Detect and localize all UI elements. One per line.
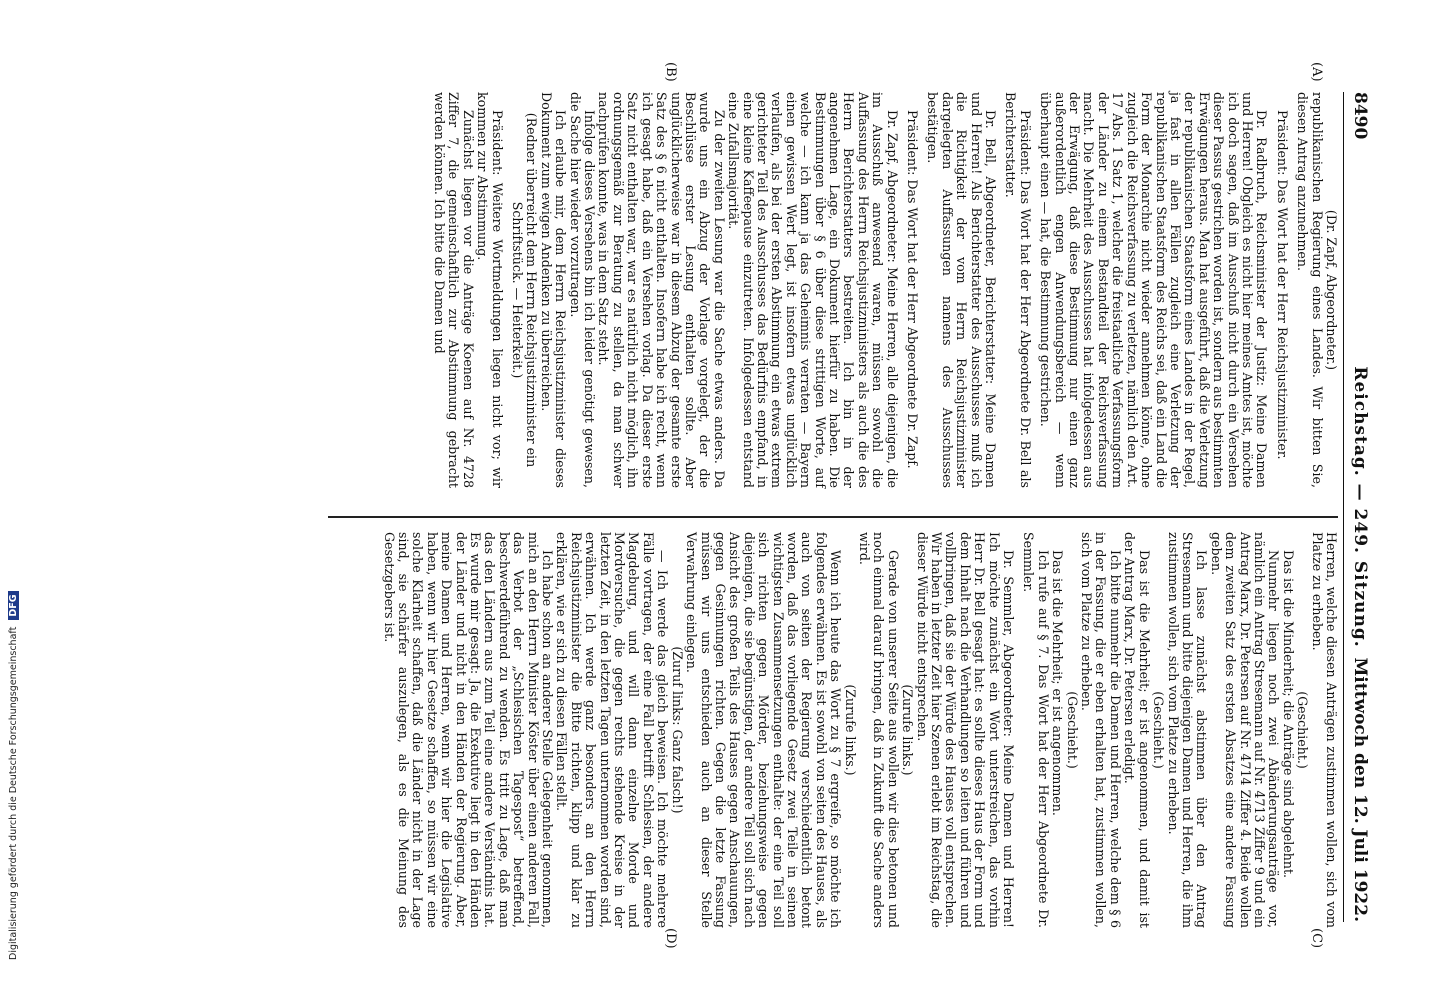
speaker-running-head: (Dr. Zapf, Abgeordneter.) [1324, 209, 1339, 371]
page-header [1343, 92, 1372, 922]
paragraph: Infolge dieses Versehens bin ich leider genötigt gewesen, die Sache hier wieder vorzutragen. [567, 92, 598, 488]
paragraph: Präsident: Das Wort hat der Herr Abgeordnete Dr. Bell als Berichterstatter. [1003, 92, 1033, 488]
paragraph: — Ich werde das gleich beweisen. Ich möchte mehrere Fälle vortragen, der eine Fall betrifft Schlesien, der andere Magdeburg, und will dann einzelne Morde und Mordversuche, die gegen rechts stehende Kreise in der letzten Zeit, in den letzten Tagen unternommen worden sind, erwähnen. Ich werde ganz besonders an den Herrn Reichsjustizminister die Bitte richten, klipp und klar zu erklären, wie er sich zu diesen Fällen stellt. [554, 532, 671, 928]
paragraph: Zunächst liegen vor die Anträge Koenen auf Nr. 4728 Ziffer 7, die gemeinschaftlich zur Abstimmung gebracht werden können. Ich bitte die Damen und [432, 92, 476, 488]
session-date: Mittwoch den 12. Juli 1922. [1350, 657, 1370, 922]
paragraph: Wenn ich heute das Wort zu § 7 ergreife, so möchte ich folgendes erwähnen. Es ist sowohl von seiten des Hauses, als auch von seiten der Regierung verschiedentlich betont worden, daß das vorliegende Gesetz zwei Teile in seinen wichtigsten Zusammensetzungen enthalte: der eine Teil soll sich richten gegen Mörder, beziehungsweise gegen diejenigen, die sie begünstigen, der andere Teil soll sich nach Ansicht des großen Teils des Hauses gegen Anschauungen, gegen Gesinnungen richten. Gegen die letzte Fassung müssen wir uns entschieden auch an dieser Stelle Verwahrung einlegen. [684, 532, 844, 928]
digitization-credit [8, 591, 19, 960]
stage-direction: (Zurufe links.) [900, 684, 916, 776]
paragraph: Dr. Radbruch, Reichsminister der Justiz: Meine Damen und Herren! Obgleich es nicht hier meines Amtes ist, möchte ich doch sagen, daß im Ausschuß nicht durch ein Versehen dieser Passus gestrichen worden ist, sondern aus bestimmten Erwägungen heraus. Man hat ausgeführt, daß die Verletzung der republikanischen Staatsform eines Landes in der Regel, ja fast in allen Fällen zugleich eine Verletzung der republikanischen Staatsform des Reichs sei, daß ein Land die Form der Monarchie nicht wieder annehmen könne, ohne zugleich die Reichsverfassung zu verletzen, nämlich den Art. 17 Abs. 1 Satz 1, welcher die freistaatliche Verfassungsform der Länder zu einem Bestandteil der Reichsverfassung macht. Die Mehrheit des Ausschusses hat infolgedessen aus der Erwägung, daß diese Bestimmung nur einen ganz außerordentlich engen Anwendungsbereich — wenn überhaupt einen — hat, die Bestimmung gestrichen. [1038, 92, 1270, 488]
margin-mark-a: (A) [1309, 62, 1324, 82]
stage-direction: (Zuruf links: Ganz falsch!) [669, 646, 685, 814]
paragraph: Präsident: Das Wort hat der Herr Reichsjustizminister. [1274, 110, 1290, 460]
margin-mark-c: (C) [1309, 928, 1324, 949]
column-divider [328, 516, 1338, 518]
margin-mark-b: (B) [663, 62, 678, 82]
paragraph: Dr. Semmler, Abgeordneter: Meine Damen und Herren! Ich möchte zunächst ein Wort unterstreichen, das vorhin Herr Dr. Bell gesagt hat: es sollte dieses Haus der Form und dem Inhalt nach die Verhandlungen so leiten und führen und vollbringen, daß sie der Würde des Hauses voll entsprechen. Wir haben in letzter Zeit hier Szenen erlebt im Reichstag, die dieser Würde nicht entsprechen. [914, 532, 1017, 928]
stage-direction: (Geschieht.) [1295, 691, 1311, 769]
credit-text: Digitalisierung gefördert durch die Deutsche Forschungsgemeinschaft [8, 626, 19, 960]
paragraph: Präsident: Weitere Wortmeldungen liegen nicht vor; wir kommen zur Abstimmung. [475, 92, 505, 488]
stage-direction: (Geschieht.) [1064, 691, 1080, 769]
stage-direction: (Geschieht.) [1151, 691, 1167, 769]
paragraph: Zu der zweiten Lesung war die Sache etwas anders. Da wurde uns ein Abzug der Vorlage vorgelegt, der die Beschlüsse erster Lesung enthalten sollte. Aber unglücklicherweise war in diesem Abzug der gesamte erste Satz des § 6 nicht enthalten. Insofern habe ich recht, wenn ich gesagt habe, daß ein Versehen vorlag. Da dieser erste Satz nicht enthalten war, war es natürlich nicht möglich, ihn ordnungsgemäß zur Beratung zu stellen, da man schwer nachprüfen konnte, was in dem Satz steht. [596, 92, 727, 488]
paragraph: Ich bitte nunmehr die Damen und Herren, welche dem § 6 in der Fassung, die er eben erhalten hat, zustimmen wollen, sich vom Platze zu erheben. [1079, 532, 1123, 928]
paragraph: Das ist die Mehrheit; er ist angenommen, und damit ist der Antrag Marx, Dr. Petersen erledigt. [1122, 532, 1152, 928]
page-number: 8490 [1350, 92, 1370, 140]
stage-direction: (Redner überreicht dem Herrn Reichsjustizminister ein Schriftstück. — Heiterkeit.) [510, 112, 540, 468]
paragraph: Dr. Zapf, Abgeordneter: Meine Herren, alle diejenigen, die im Ausschuß anwesend waren, müssen sowohl die Auffassung des Herrn Reichsjustizministers als auch die des Herrn Berichterstatters bestreiten. Ich bin in der angenehmen Lage, ein Dokument hierfür zu haben. Die Bestimmungen über § 6 über diese strittigen Worte, auf welche — ich kann ja das Geheimnis verraten — Bayern einen gewissen Wert legt, ist insofern etwas unglücklich verlaufen, als bei der ersten Abstimmung ein etwas extrem gerichteter Teil des Ausschusses das Bedürfnis empfand, in eine kleine Kaffeepause einzutreten. Infolgedessen entstand eine Zufallsmajorität. [726, 92, 900, 488]
paragraph: Gerade von unserer Seite aus wollen wir dies betonen und noch einmal darauf bringen, daß in Zukunft die Sache anders wird. [857, 532, 901, 928]
paragraph: Dr. Bell, Abgeordneter, Berichterstatter: Meine Damen und Herren! Als Berichterstatter des Ausschusses muß ich die Richtigkeit der vom Herrn Reichsjustizminister dargelegten Auffassungen namens des Ausschusses bestätigen. [925, 92, 999, 488]
paragraph: republikanischen Regierung eines Landes. Wir bitten Sie, diesen Antrag anzunehmen. [1295, 92, 1325, 488]
paragraph: Das ist die Mehrheit; er ist angenommen. [1050, 550, 1066, 816]
paragraph: Präsident: Das Wort hat der Herr Abgeordnete Dr. Zapf. [905, 110, 921, 469]
paragraph: Herren, welche diesen Anträgen zustimmen wollen, sich vom Platze zu erheben. [1309, 532, 1339, 928]
paragraph: Ich rufe auf § 7. Das Wort hat der Herr Abgeordnete Dr. Semmler. [1021, 532, 1051, 928]
stage-direction: (Zurufe links.) [842, 684, 858, 776]
paragraph: Das ist die Minderheit; die Anträge sind abgelehnt. [1280, 550, 1296, 879]
paragraph: Ich habe schon an anderer Stelle Gelegenheit genommen, mich an den Herrn Minister Köster über einen anderen Fall, das Verbot der „Schlesischen Tagespost“ betreffend, beschwerdeführend zu wenden. Es tritt zu Lage, daß man das den Ländern aus zum Teil eine andere Verständnis hat. Es wurde mir gesagt: Ja, die Exekutive liegt in den Händen der Länder und nicht in den Händen der Regierung. Aber, meine Damen und Herren, wenn wir hier die Legislative haben, wenn wir hier Gesetze schaffen, so müssen wir eine solche Klarheit schaffen, daß die Länder nicht in der Lage sind, sie schärfer auszulegen, als es die Meinung des Gesetzgebers ist. [381, 532, 556, 928]
session-title: Reichstag. — 249. Sitzung. [1350, 366, 1370, 648]
paragraph: Ich lasse zunächst abstimmen über den Antrag Stresemann und bitte diejenigen Damen und Herren, die ihm zustimmen wollen, sich vom Platze zu erheben. [1165, 532, 1210, 928]
paragraph: Nunmehr liegen noch zwei Abänderungsanträge vor, nämlich ein Antrag Stresemann auf Nr. 4713 Ziffer 9 und ein Antrag Marx, Dr. Petersen auf Nr. 4714 Ziffer 4. Beide wollen dem zweiten Satz des ersten Absatzes eine andere Fassung geben. [1208, 532, 1282, 928]
paragraph: Ich erlaube mir, dem Herrn Reichsjustizminister dieses Dokument zum ewigen Andenken zu überreichen. [538, 92, 569, 488]
dfg-logo: DFG [8, 591, 19, 619]
right-column [381, 532, 1338, 928]
margin-mark-d: (D) [663, 928, 678, 949]
left-column [432, 92, 1338, 488]
